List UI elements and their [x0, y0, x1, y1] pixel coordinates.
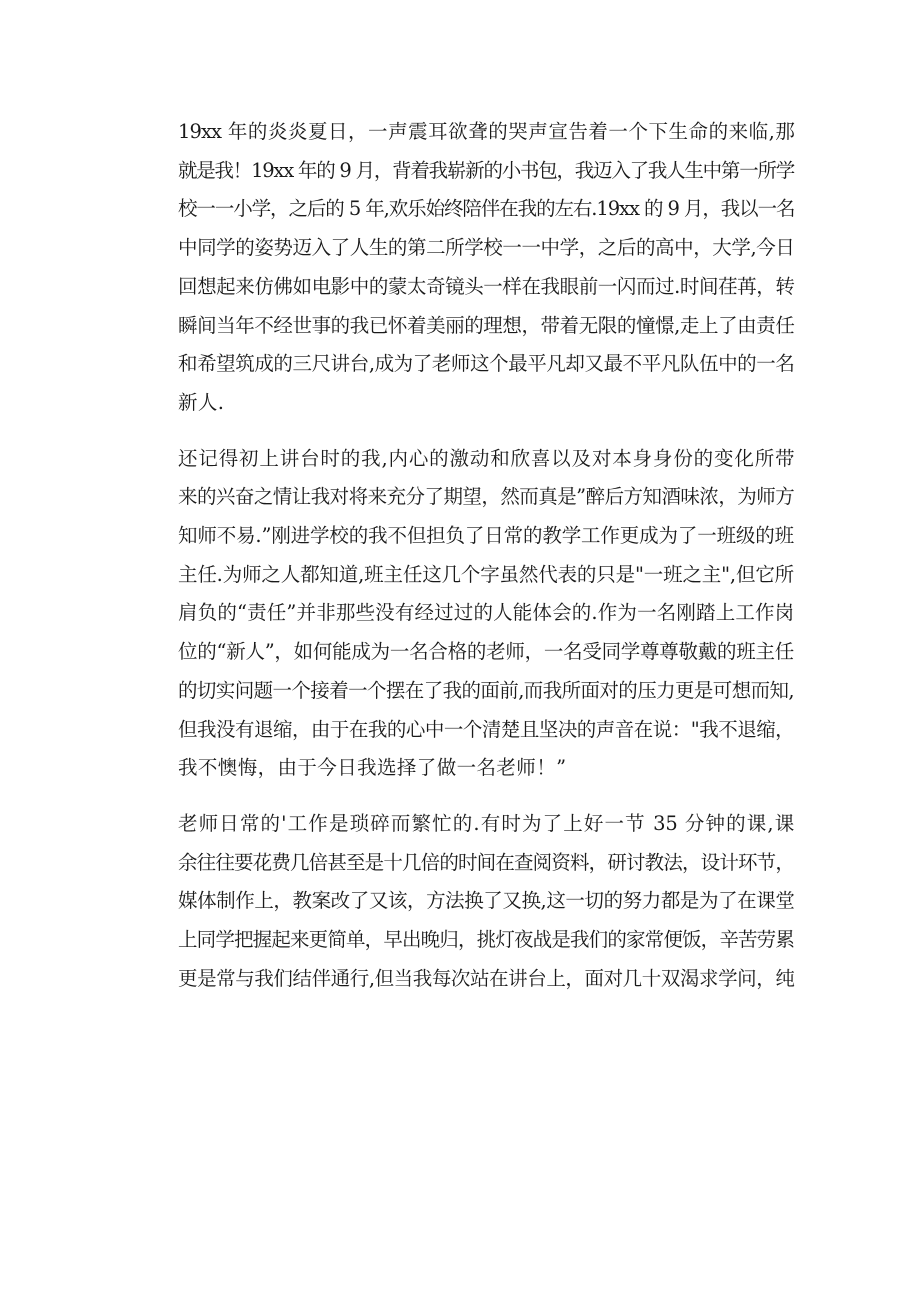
- text-line: 的切实问题一个接着一个摆在了我的面前,而我所面对的压力更是可想而知,: [178, 678, 794, 702]
- text-line: 老师日常的'工作是琐碎而繁忙的.有时为了上好一节 35 分钟的课,课: [178, 811, 794, 835]
- text-line: 和希望筑成的三尺讲台,成为了老师这个最平凡却又最不平凡队伍中的一名: [178, 352, 795, 376]
- text-line: 19xx 年的炎炎夏日，一声震耳欲聋的哭声宣告着一个下生命的来临,那: [178, 120, 794, 143]
- text-line: 主任.为师之人都知道,班主任这几个字虽然代表的只是"一班之主",但它所: [178, 562, 794, 586]
- text-line: 我不懊悔，由于今日我选择了做一名老师！”: [178, 756, 567, 780]
- text-line: 位的“新人”，如何能成为一名合格的老师，一名受同学尊尊敬戴的班主任: [178, 640, 794, 664]
- text-line: 新人.: [178, 390, 225, 414]
- text-line: 就是我！19xx 年的 9 月，背着我崭新的小书包，我迈入了我人生中第一所学: [178, 158, 795, 182]
- text-line: 中同学的姿势迈入了人生的第二所学校一一中学，之后的高中，大学,今日: [178, 236, 795, 260]
- text-line: 瞬间当年不经世事的我已怀着美丽的理想，带着无限的憧憬,走上了由责任: [178, 313, 795, 337]
- text-line: 更是常与我们结伴通行,但当我每次站在讲台上，面对几十双渴求学问，纯: [178, 966, 795, 990]
- paragraph-2: [136, 440, 794, 788]
- text-line: 上同学把握起来更简单，早出晚归，挑灯夜战是我们的家常便饭，辛苦劳累: [178, 928, 794, 952]
- paragraph-1: [136, 113, 794, 423]
- text-line: 还记得初上讲台时的我,内心的激动和欣喜以及对本身身份的变化所带: [178, 446, 794, 470]
- text-line: 余往往要花费几倍甚至是十几倍的时间在查阅资料，研讨教法，设计环节，: [178, 850, 794, 874]
- paragraph-3: [136, 805, 794, 999]
- text-line: 肩负的“责任”并非那些没有经过过的人能体会的.作为一名刚踏上工作岗: [178, 601, 795, 625]
- text-line: 校一一小学，之后的 5 年,欢乐始终陪伴在我的左右.19xx 的 9 月，我以一名: [178, 197, 795, 221]
- document-body: [136, 113, 794, 1015]
- text-line: 媒体制作上，教案改了又该，方法换了又换,这一切的努力都是为了在课堂: [178, 889, 795, 913]
- text-line: 知师不易.”刚进学校的我不但担负了日常的教学工作更成为了一班级的班: [178, 524, 794, 548]
- text-line: 来的兴奋之情让我对将来充分了期望，然而真是”醉后方知酒味浓，为师方: [178, 485, 795, 509]
- text-line: 但我没有退缩，由于在我的心中一个清楚且坚决的声音在说："我不退缩，: [178, 717, 795, 741]
- text-line: 回想起来仿佛如电影中的蒙太奇镜头一样在我眼前一闪而过.时间荏苒，转: [178, 274, 795, 298]
